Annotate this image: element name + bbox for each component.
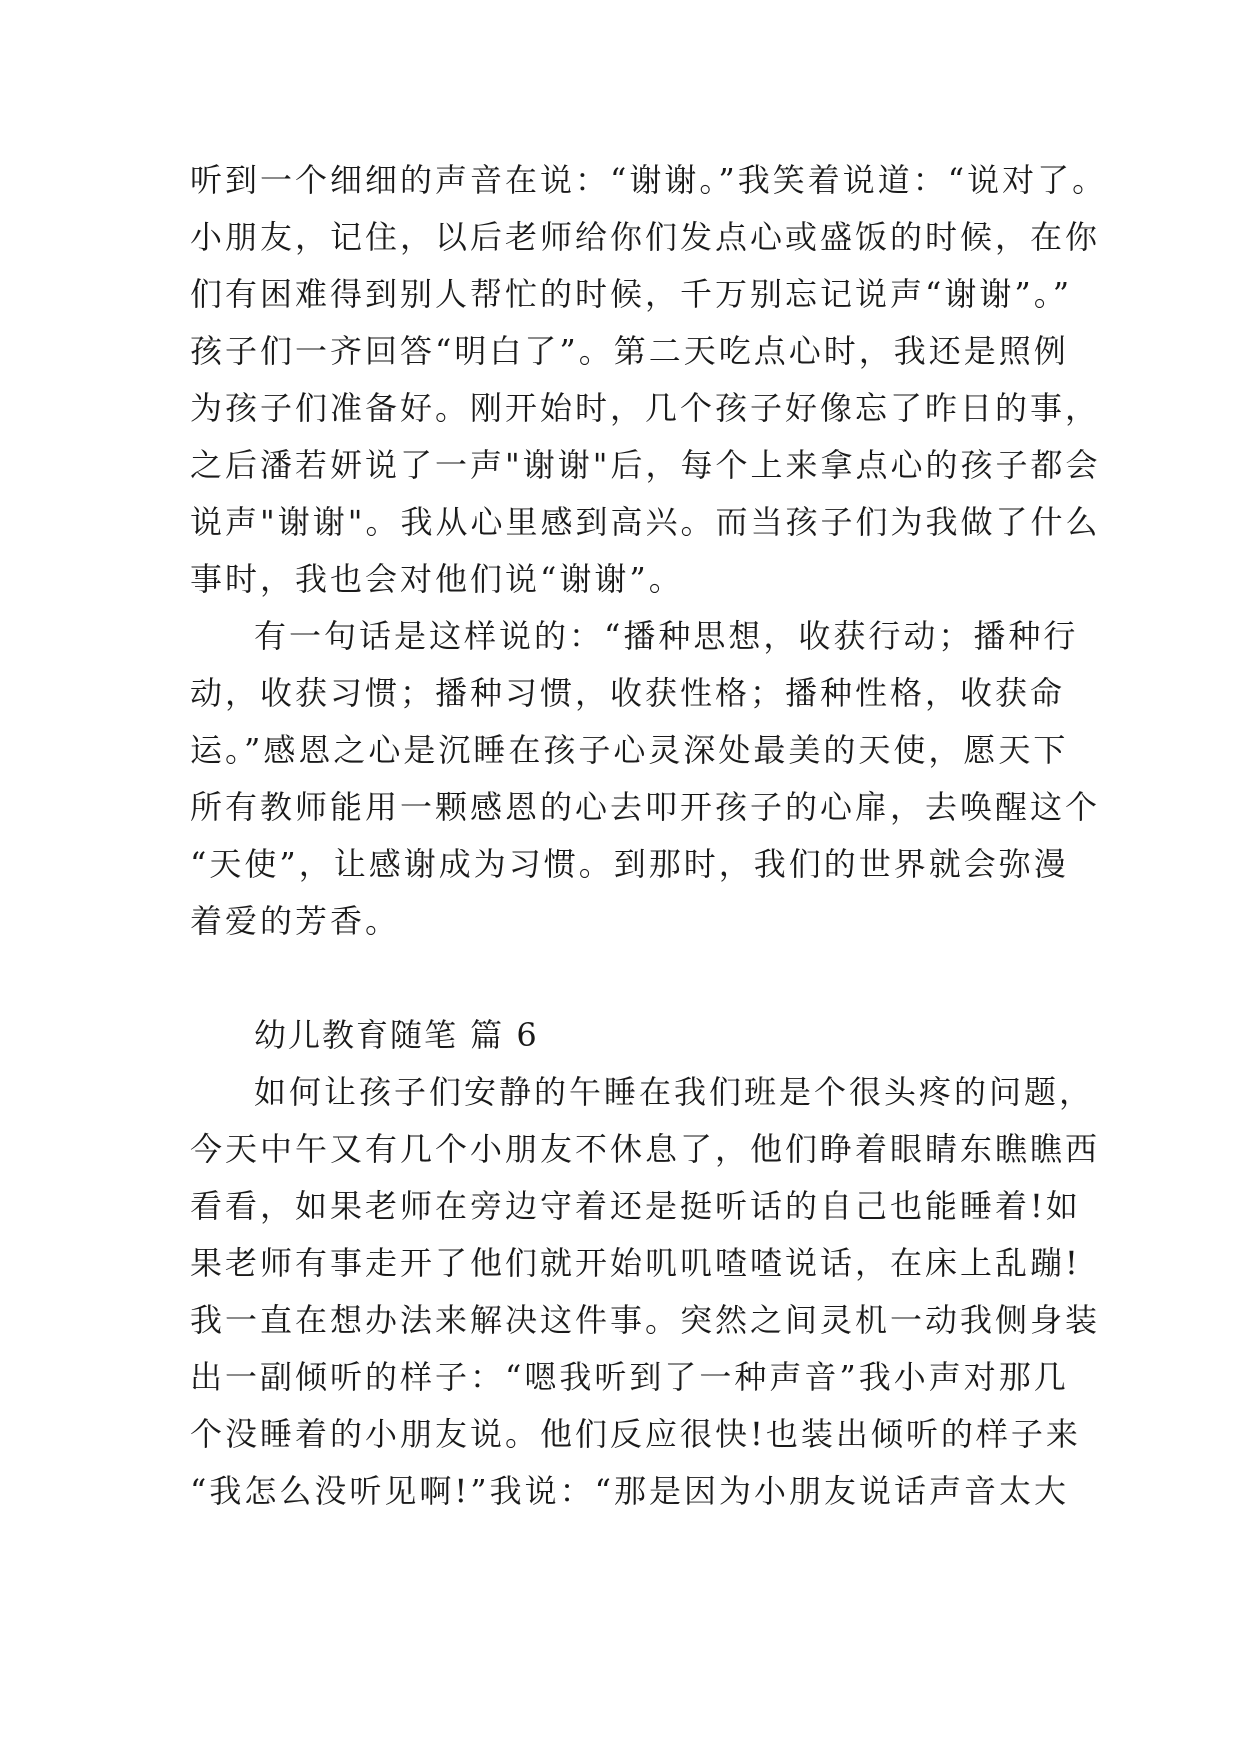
text-line: 个没睡着的小朋友说。他们反应很快!也装出倾听的样子来 [190,1415,1081,1453]
text-line: 着爱的芳香。 [190,902,401,940]
text-line: 果老师有事走开了他们就开始叽叽喳喳说话，在床上乱蹦! [190,1244,1081,1282]
text-line: 小朋友，记住，以后老师给你们发点心或盛饭的时候，在你 [190,218,1101,256]
text-line: 为孩子们准备好。刚开始时，几个孩子好像忘了昨日的事， [190,389,1101,427]
text-line: 之后潘若妍说了一声"谢谢"后，每个上来拿点心的孩子都会 [190,446,1101,484]
text-line: 们有困难得到别人帮忙的时候，千万别忘记说声“谢谢”。” [190,275,1073,313]
text-line: “我怎么没听见啊!”我说：“那是因为小朋友说话声音太大 [190,1472,1069,1510]
text-line: 看看，如果老师在旁边守着还是挺听话的自己也能睡着!如 [190,1187,1081,1225]
text-line: 今天中午又有几个小朋友不休息了，他们睁着眼睛东瞧瞧西 [190,1130,1101,1168]
paragraph-first-line: 如何让孩子们安静的午睡在我们班是个很头疼的问题， [254,1073,1095,1111]
text-line: 所有教师能用一颗感恩的心去叩开孩子的心扉，去唤醒这个 [190,788,1101,826]
text-line: 运。”感恩之心是沉睡在孩子心灵深处最美的天使，愿天下 [190,731,1069,769]
text-line: 孩子们一齐回答“明白了”。第二天吃点心时，我还是照例 [190,332,1069,370]
text-line: 事时，我也会对他们说“谢谢”。 [190,560,684,598]
section-heading: 幼儿教育随笔 篇 6 [254,1016,539,1054]
text-line: 听到一个细细的声音在说：“谢谢。”我笑着说道：“说对了。 [190,161,1108,199]
paragraph-first-line: 有一句话是这样说的：“播种思想，收获行动；播种行 [254,617,1079,655]
text-line: 出一副倾听的样子：“嗯我听到了一种声音”我小声对那几 [190,1358,1069,1396]
text-line: 动，收获习惯；播种习惯，收获性格；播种性格，收获命 [190,674,1066,712]
text-line: 我一直在想办法来解决这件事。突然之间灵机一动我侧身装 [190,1301,1101,1339]
text-line: 说声"谢谢"。我从心里感到高兴。而当孩子们为我做了什么 [190,503,1101,541]
text-line: “天使”，让感谢成为习惯。到那时，我们的世界就会弥漫 [190,845,1069,883]
